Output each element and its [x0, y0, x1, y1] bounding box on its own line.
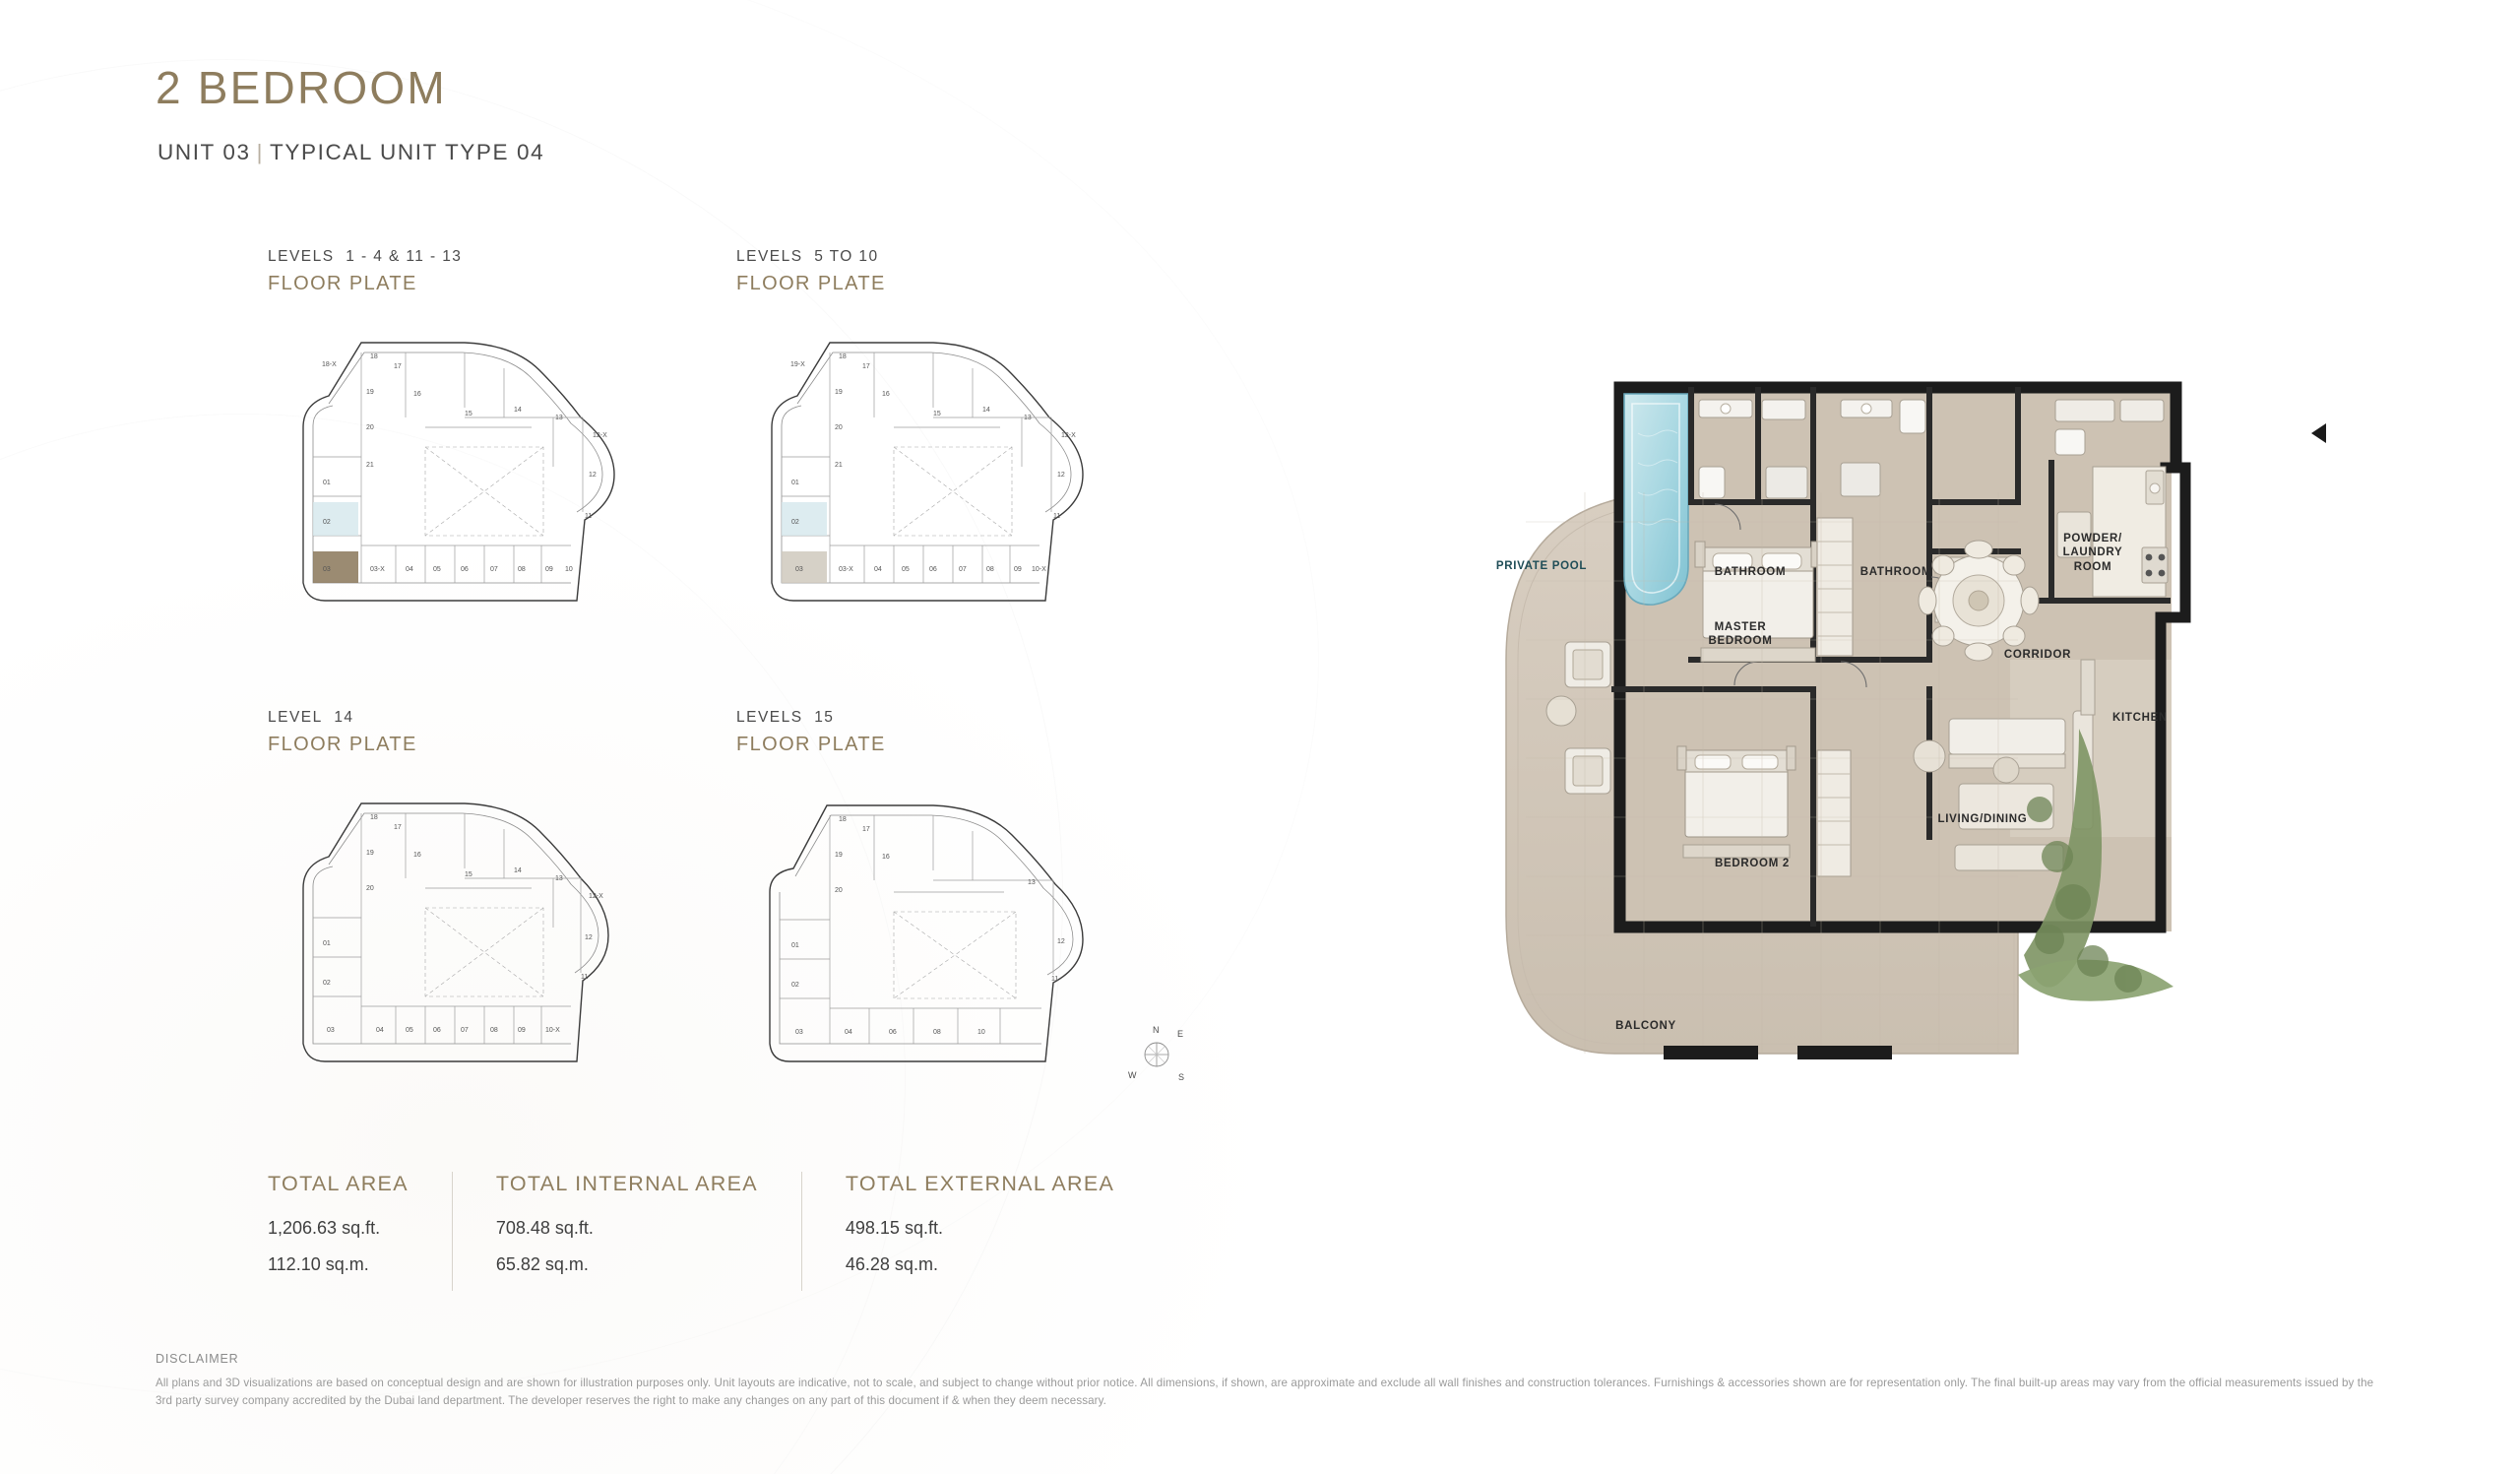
svg-text:14: 14 — [514, 407, 522, 414]
svg-text:18: 18 — [370, 353, 378, 360]
svg-text:20: 20 — [366, 424, 374, 431]
area-value-sqft: 1,206.63 sq.ft. — [268, 1218, 381, 1238]
bedroom2-furniture — [1677, 746, 1851, 876]
svg-text:12: 12 — [1057, 472, 1065, 479]
svg-text:09: 09 — [1014, 566, 1022, 573]
svg-text:16: 16 — [413, 391, 421, 398]
svg-text:12-X: 12-X — [589, 893, 603, 900]
svg-text:03: 03 — [323, 566, 331, 573]
page-title: 2 BEDROOM — [156, 62, 447, 113]
floor-plate-caption-2: FLOOR PLATE — [736, 273, 886, 294]
svg-text:08: 08 — [986, 566, 994, 573]
levels-value: 15 — [814, 709, 835, 726]
svg-text:11: 11 — [581, 974, 589, 981]
area-value-sqm: 46.28 sq.m. — [845, 1254, 938, 1274]
area-internal — [496, 1172, 802, 1291]
svg-text:07: 07 — [959, 566, 967, 573]
room-label-powder-laundry: POWDER/ LAUNDRY ROOM — [2062, 533, 2123, 573]
svg-text:09: 09 — [545, 566, 553, 573]
area-heading: TOTAL EXTERNAL AREA — [845, 1172, 1115, 1195]
svg-text:21: 21 — [366, 462, 374, 469]
area-value-sqm: 65.82 sq.m. — [495, 1254, 589, 1274]
svg-text:02: 02 — [323, 519, 331, 526]
svg-text:13: 13 — [555, 875, 563, 882]
floor-plate-levels-2 — [736, 248, 1101, 266]
svg-text:05: 05 — [406, 1027, 413, 1034]
room-label-bathroom-1: BATHROOM — [1714, 566, 1787, 578]
floor-plate-block-4 — [736, 709, 1101, 1085]
svg-text:06: 06 — [889, 1029, 897, 1036]
area-value-sqm: 112.10 sq.m. — [268, 1254, 369, 1274]
room-label-kitchen: KITCHEN — [2111, 712, 2168, 724]
floor-plate-levels-4 — [736, 709, 1101, 727]
svg-text:11: 11 — [1051, 976, 1059, 983]
svg-text:07: 07 — [461, 1027, 469, 1034]
disclaimer — [156, 1352, 2375, 1410]
svg-text:09: 09 — [518, 1027, 526, 1034]
area-total — [268, 1172, 453, 1291]
svg-text:01: 01 — [323, 940, 331, 947]
svg-text:18: 18 — [839, 816, 847, 823]
svg-text:02: 02 — [791, 982, 799, 989]
svg-text:10: 10 — [565, 566, 573, 573]
svg-text:03: 03 — [795, 566, 803, 573]
room-label-corridor: CORRIDOR — [2003, 649, 2072, 661]
svg-text:04: 04 — [406, 566, 413, 573]
svg-text:06: 06 — [929, 566, 937, 573]
levels-label: LEVEL — [268, 709, 323, 726]
levels-value: 14 — [334, 709, 354, 726]
floor-plate-caption-1: FLOOR PLATE — [268, 273, 417, 294]
area-heading: TOTAL AREA — [268, 1172, 409, 1195]
keyplan-diagram-1 — [268, 309, 632, 624]
floor-plate-caption-3: FLOOR PLATE — [268, 734, 417, 755]
svg-text:12: 12 — [1057, 938, 1065, 945]
svg-text:14: 14 — [514, 867, 522, 874]
plan-direction-arrow-icon — [2308, 421, 2330, 450]
levels-label: LEVELS — [268, 248, 335, 265]
svg-text:11: 11 — [585, 513, 593, 520]
floor-plate-caption-4: FLOOR PLATE — [736, 734, 886, 755]
floor-plate-levels-3 — [268, 709, 632, 727]
unit-floor-plan — [1467, 364, 2294, 1113]
area-heading: TOTAL INTERNAL AREA — [495, 1172, 758, 1195]
svg-text:04: 04 — [845, 1029, 852, 1036]
unit-number: UNIT 03 — [158, 140, 251, 164]
compass-rose — [1122, 1019, 1191, 1088]
svg-text:13: 13 — [1028, 879, 1036, 886]
svg-text:12-X: 12-X — [1061, 432, 1076, 439]
svg-text:02: 02 — [323, 980, 331, 987]
svg-text:18: 18 — [839, 353, 847, 360]
area-external — [846, 1172, 1158, 1291]
room-label-bathroom-2: BATHROOM — [1859, 566, 1932, 578]
floor-plate-block-3 — [268, 709, 632, 1085]
svg-text:19: 19 — [835, 852, 843, 859]
svg-text:01: 01 — [791, 480, 799, 486]
svg-text:10-X: 10-X — [545, 1027, 560, 1034]
keyplan-diagram-3 — [268, 770, 632, 1085]
svg-text:17: 17 — [394, 363, 402, 370]
room-label-bedroom-2: BEDROOM 2 — [1715, 858, 1790, 869]
levels-value: 1 - 4 & 11 - 13 — [346, 248, 463, 265]
dining-set — [1919, 541, 2039, 661]
svg-text:15: 15 — [465, 411, 472, 417]
svg-text:15: 15 — [465, 871, 472, 878]
svg-text:08: 08 — [518, 566, 526, 573]
svg-text:15: 15 — [933, 411, 941, 417]
room-label-living-dining: LIVING/DINING — [1937, 813, 2028, 825]
svg-text:02: 02 — [791, 519, 799, 526]
levels-label: LEVELS — [736, 248, 803, 265]
svg-text:S: S — [1178, 1072, 1185, 1082]
room-label-balcony: BALCONY — [1615, 1020, 1676, 1032]
svg-text:06: 06 — [433, 1027, 441, 1034]
svg-text:04: 04 — [874, 566, 882, 573]
svg-text:03-X: 03-X — [839, 566, 853, 573]
svg-text:05: 05 — [433, 566, 441, 573]
svg-text:21: 21 — [835, 462, 843, 469]
svg-text:05: 05 — [902, 566, 910, 573]
room-label-private-pool: PRIVATE POOL — [1495, 560, 1588, 572]
room-label-master-bedroom: MASTER BEDROOM — [1708, 621, 1773, 648]
svg-text:20: 20 — [835, 424, 843, 431]
subtitle-separator: | — [256, 140, 265, 164]
svg-text:16: 16 — [882, 391, 890, 398]
levels-value: 5 TO 10 — [814, 248, 879, 265]
svg-text:03-X: 03-X — [370, 566, 385, 573]
svg-text:10: 10 — [977, 1029, 985, 1036]
page-subtitle — [158, 140, 544, 165]
svg-text:03: 03 — [327, 1027, 335, 1034]
unit-type: TYPICAL UNIT TYPE 04 — [270, 140, 545, 164]
area-summary — [268, 1172, 1201, 1291]
levels-label: LEVELS — [736, 709, 803, 726]
svg-text:W: W — [1128, 1070, 1137, 1080]
svg-text:12-X: 12-X — [593, 432, 607, 439]
svg-text:16: 16 — [882, 854, 890, 861]
svg-text:01: 01 — [323, 480, 331, 486]
svg-text:14: 14 — [982, 407, 990, 414]
svg-text:12: 12 — [585, 934, 593, 941]
floor-plate-block-2 — [736, 248, 1101, 624]
svg-text:18: 18 — [370, 814, 378, 821]
svg-text:06: 06 — [461, 566, 469, 573]
keyplan-diagram-2 — [736, 309, 1101, 624]
svg-text:08: 08 — [933, 1029, 941, 1036]
floor-plate-levels-1 — [268, 248, 632, 266]
svg-text:03: 03 — [795, 1029, 803, 1036]
svg-text:20: 20 — [835, 887, 843, 894]
svg-text:16: 16 — [413, 852, 421, 859]
svg-text:04: 04 — [376, 1027, 384, 1034]
keyplan-diagram-4 — [736, 770, 1101, 1085]
area-value-sqft: 708.48 sq.ft. — [495, 1218, 594, 1238]
svg-text:20: 20 — [366, 885, 374, 892]
floor-plate-block-1 — [268, 248, 632, 624]
svg-text:13: 13 — [555, 415, 563, 421]
disclaimer-text: All plans and 3D visualizations are based on conceptual design and are shown for illustration purposes only. Unit layouts are indicative, not to scale, and subject to change without prior notice. All dimensions, if shown, are approximate and exclude all wall finishes and construction tolerances. Furnishings & accessories shown are for representation only. The final built-up areas may vary from the official measurements issued by the 3rd party survey company accredited by the Dubai land department. The developer reserves the right to make any changes on any part of this document if & when they deem necessary. — [156, 1377, 2374, 1407]
svg-text:11: 11 — [1053, 513, 1061, 520]
svg-text:17: 17 — [394, 824, 402, 831]
area-value-sqft: 498.15 sq.ft. — [845, 1218, 943, 1238]
svg-text:17: 17 — [862, 826, 870, 833]
svg-text:18-X: 18-X — [322, 361, 337, 368]
svg-text:12: 12 — [589, 472, 597, 479]
disclaimer-heading: DISCLAIMER — [156, 1352, 239, 1366]
svg-text:07: 07 — [490, 566, 498, 573]
svg-text:17: 17 — [862, 363, 870, 370]
svg-text:13: 13 — [1024, 415, 1032, 421]
svg-text:01: 01 — [791, 942, 799, 949]
svg-text:10-X: 10-X — [1032, 566, 1046, 573]
svg-text:19: 19 — [366, 850, 374, 857]
svg-text:19-X: 19-X — [790, 361, 805, 368]
svg-text:19: 19 — [366, 389, 374, 396]
svg-text:08: 08 — [490, 1027, 498, 1034]
svg-text:N: N — [1153, 1025, 1160, 1035]
svg-text:E: E — [1177, 1029, 1184, 1039]
svg-text:19: 19 — [835, 389, 843, 396]
